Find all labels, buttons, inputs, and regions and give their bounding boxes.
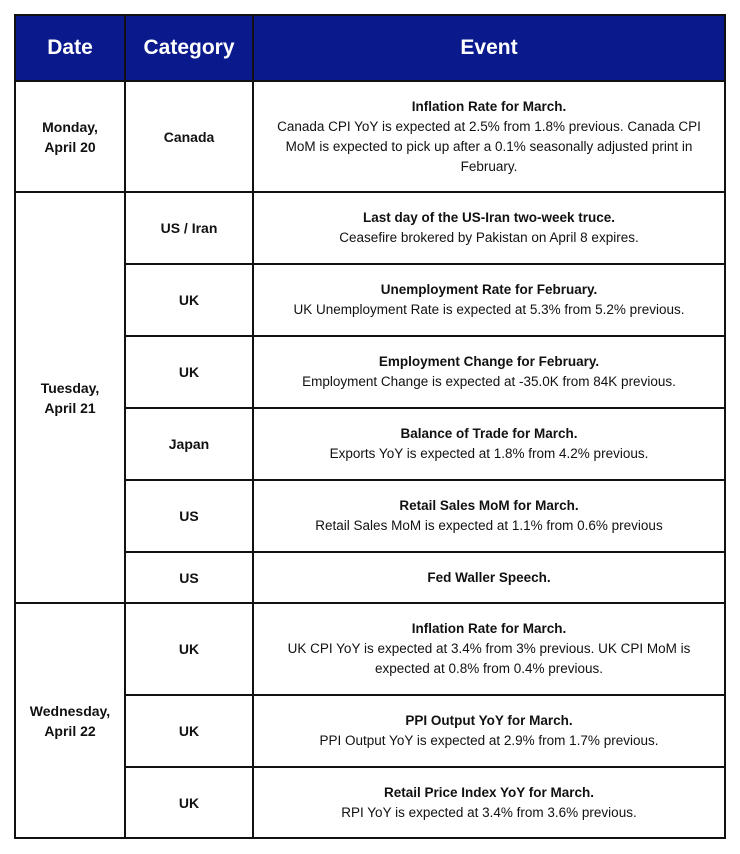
event-title: PPI Output YoY for March. xyxy=(405,713,573,728)
event-description: Canada CPI YoY is expected at 2.5% from 1.8% previous. Canada CPI MoM is expected to pick up after a 0.1% seasonally adjusted print in February. xyxy=(277,118,701,174)
event-title: Employment Change for February. xyxy=(378,354,600,369)
event-description: RPI YoY is expected at 3.4% from 3.6% previous. xyxy=(341,804,637,820)
event-cell xyxy=(253,81,725,192)
header-event: Event xyxy=(253,15,725,81)
event-title: Balance of Trade for March. xyxy=(400,426,578,441)
date-day: Tuesday, xyxy=(40,379,100,396)
category-cell: US xyxy=(125,552,253,603)
header-row xyxy=(15,15,725,81)
event-title: Retail Price Index YoY for March. xyxy=(383,784,595,800)
event-title: Inflation Rate for March. xyxy=(411,621,567,636)
event-description: PPI Output YoY is expected at 2.9% from 1.7% previous. xyxy=(319,733,659,748)
category-cell: UK xyxy=(125,336,253,408)
event-cell xyxy=(253,603,725,695)
event-cell xyxy=(253,767,725,838)
date-cell xyxy=(15,603,125,838)
event-cell xyxy=(253,695,725,767)
category-cell: US / Iran xyxy=(125,192,253,264)
event-description: Ceasefire brokered by Pakistan on April 8 expires. xyxy=(339,230,639,245)
category-cell: UK xyxy=(125,767,253,838)
event-description: Employment Change is expected at -35.0K from 84K previous. xyxy=(302,374,676,389)
date-day: Monday, xyxy=(42,118,98,135)
header-date: Date xyxy=(15,15,125,81)
category-cell: Canada xyxy=(125,81,253,192)
event-description: UK CPI YoY is expected at 3.4% from 3% previous. UK CPI MoM is expected at 0.8% from 0.4% previous. xyxy=(287,641,691,676)
date-cell xyxy=(15,192,125,603)
event-title: Retail Sales MoM for March. xyxy=(399,498,579,513)
category-cell: Japan xyxy=(125,408,253,480)
date-month: April 21 xyxy=(44,399,96,416)
date-cell xyxy=(15,81,125,192)
event-cell xyxy=(253,192,725,264)
event-title: Unemployment Rate for February. xyxy=(380,282,598,297)
event-description: UK Unemployment Rate is expected at 5.3% from 5.2% previous. xyxy=(293,302,685,317)
event-description: Exports YoY is expected at 1.8% from 4.2% previous. xyxy=(329,446,649,461)
date-day: Wednesday, xyxy=(29,702,111,719)
event-title: Fed Waller Speech. xyxy=(427,569,551,585)
date-month: April 22 xyxy=(44,722,96,739)
category-cell: UK xyxy=(125,264,253,336)
category-cell: UK xyxy=(125,695,253,767)
event-description: Retail Sales MoM is expected at 1.1% from 0.6% previous xyxy=(315,518,663,533)
table-row xyxy=(15,603,725,695)
date-month: April 20 xyxy=(44,138,96,155)
category-cell: UK xyxy=(125,603,253,695)
category-cell: US xyxy=(125,480,253,552)
event-cell xyxy=(253,408,725,480)
event-title: Inflation Rate for March. xyxy=(411,98,567,114)
header-category: Category xyxy=(125,15,253,81)
event-cell xyxy=(253,264,725,336)
table-row xyxy=(15,81,725,192)
event-cell xyxy=(253,336,725,408)
economic-calendar-table xyxy=(14,14,726,839)
event-title: Last day of the US-Iran two-week truce. xyxy=(362,210,616,225)
event-cell xyxy=(253,480,725,552)
table-row xyxy=(15,192,725,264)
event-cell xyxy=(253,552,725,603)
